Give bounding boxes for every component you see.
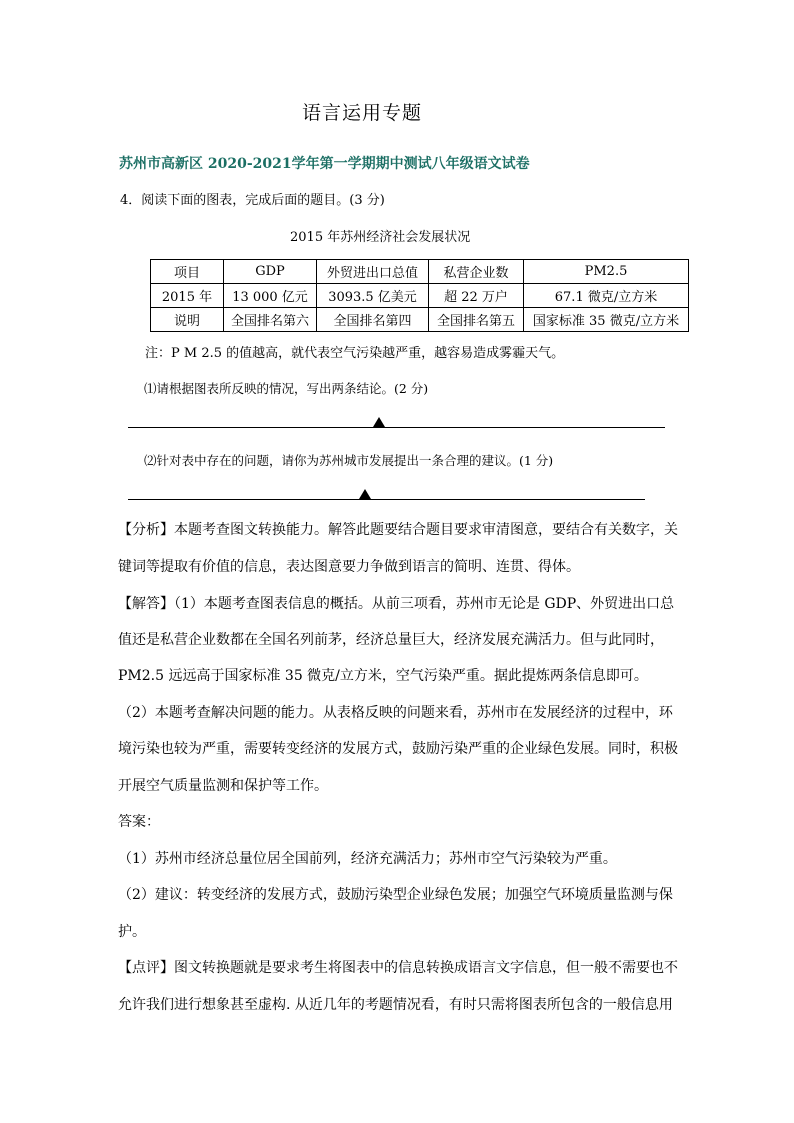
solution-line: 【解答】（1）本题考查图表信息的概括。从前三项看，苏州市无论是 GDP、外贸进出口总: [118, 596, 675, 612]
table-row: [151, 308, 689, 332]
table-cell: 2015 年: [151, 284, 224, 308]
header-cell: 项目: [151, 260, 224, 284]
comment-line: 【点评】图文转换题就是要求考生将图表中的信息转换成语言文字信息，但一般不需要也不: [118, 960, 678, 976]
table-caption: 2015 年苏州经济社会发展状况: [290, 230, 471, 245]
table-cell: 全国排名第四: [317, 308, 429, 332]
analysis-line: 【分析】本题考查图文转换能力。解答此题要结合题目要求审清图意，要结合有关数字，关: [118, 522, 678, 538]
analysis-line: 键词等提取有价值的信息，表达图意要力争做到语言的简明、连贯、得体。: [118, 559, 580, 575]
comment-line: 允许我们进行想象甚至虚构. 从近几年的考题情况看，有时只需将图表所包含的一般信息用: [118, 997, 673, 1013]
answer-line: （2）建议：转变经济的发展方式，鼓励污染型企业绿色发展；加强空气环境质量监测与保: [118, 887, 673, 903]
solution-line: 值还是私营企业数都在全国名列前茅，经济总量巨大，经济发展充满活力。但与此同时，: [118, 632, 664, 648]
data-table: [150, 259, 689, 332]
triangle-marker-icon: [359, 489, 371, 499]
answer-line: （1）苏州市经济总量位居全国前列，经济充满活力；苏州市空气污染较为严重。: [118, 851, 617, 867]
header-cell: 私营企业数: [429, 260, 524, 284]
table-row: [151, 284, 689, 308]
answer-line: 护。: [118, 924, 146, 940]
solution-line: 开展空气质量监测和保护等工作。: [118, 778, 328, 794]
sub-question-2: ⑵针对表中存在的问题，请你为苏州城市发展提出一条合理的建议。(1 分): [144, 453, 554, 468]
table-cell: 3093.5 亿美元: [317, 284, 429, 308]
triangle-marker-icon: [373, 417, 385, 427]
table-cell: 67.1 微克/立方米: [524, 284, 689, 308]
table-header-row: [151, 260, 689, 284]
header-cell: 外贸进出口总值: [317, 260, 429, 284]
question-stem: 4．阅读下面的图表，完成后面的题目。(3 分): [120, 193, 385, 208]
exam-source: 苏州市高新区 2020-2021学年第一学期期中测试八年级语文试卷: [119, 156, 530, 172]
answer-line-1: [128, 427, 665, 428]
table-cell: 13 000 亿元: [224, 284, 317, 308]
solution-line: 境污染也较为严重，需要转变经济的发展方式，鼓励污染严重的企业绿色发展。同时，积极: [118, 741, 678, 757]
answer-line-2: [128, 499, 645, 500]
header-cell: PM2.5: [524, 260, 689, 284]
table-cell: 全国排名第六: [224, 308, 317, 332]
table-cell: 超 22 万户: [429, 284, 524, 308]
table-note: 注：P M 2.5 的值越高，就代表空气污染越严重，越容易造成雾霾天气。: [145, 346, 565, 361]
solution-line: PM2.5 远远高于国家标准 35 微克/立方米，空气污染严重。据此提炼两条信息即可。: [118, 668, 648, 684]
sub-question-1: ⑴请根据图表所反映的情况，写出两条结论。(2 分): [144, 381, 429, 396]
table-cell: 说明: [151, 308, 224, 332]
header-cell: GDP: [224, 260, 317, 284]
table-cell: 全国排名第五: [429, 308, 524, 332]
solution-line: （2）本题考查解决问题的能力。从表格反映的问题来看，苏州市在发展经济的过程中，环: [118, 705, 673, 721]
table-cell: 国家标准 35 微克/立方米: [524, 308, 689, 332]
page-title: 语言运用专题: [302, 102, 423, 124]
answer-label: 答案：: [118, 814, 160, 830]
